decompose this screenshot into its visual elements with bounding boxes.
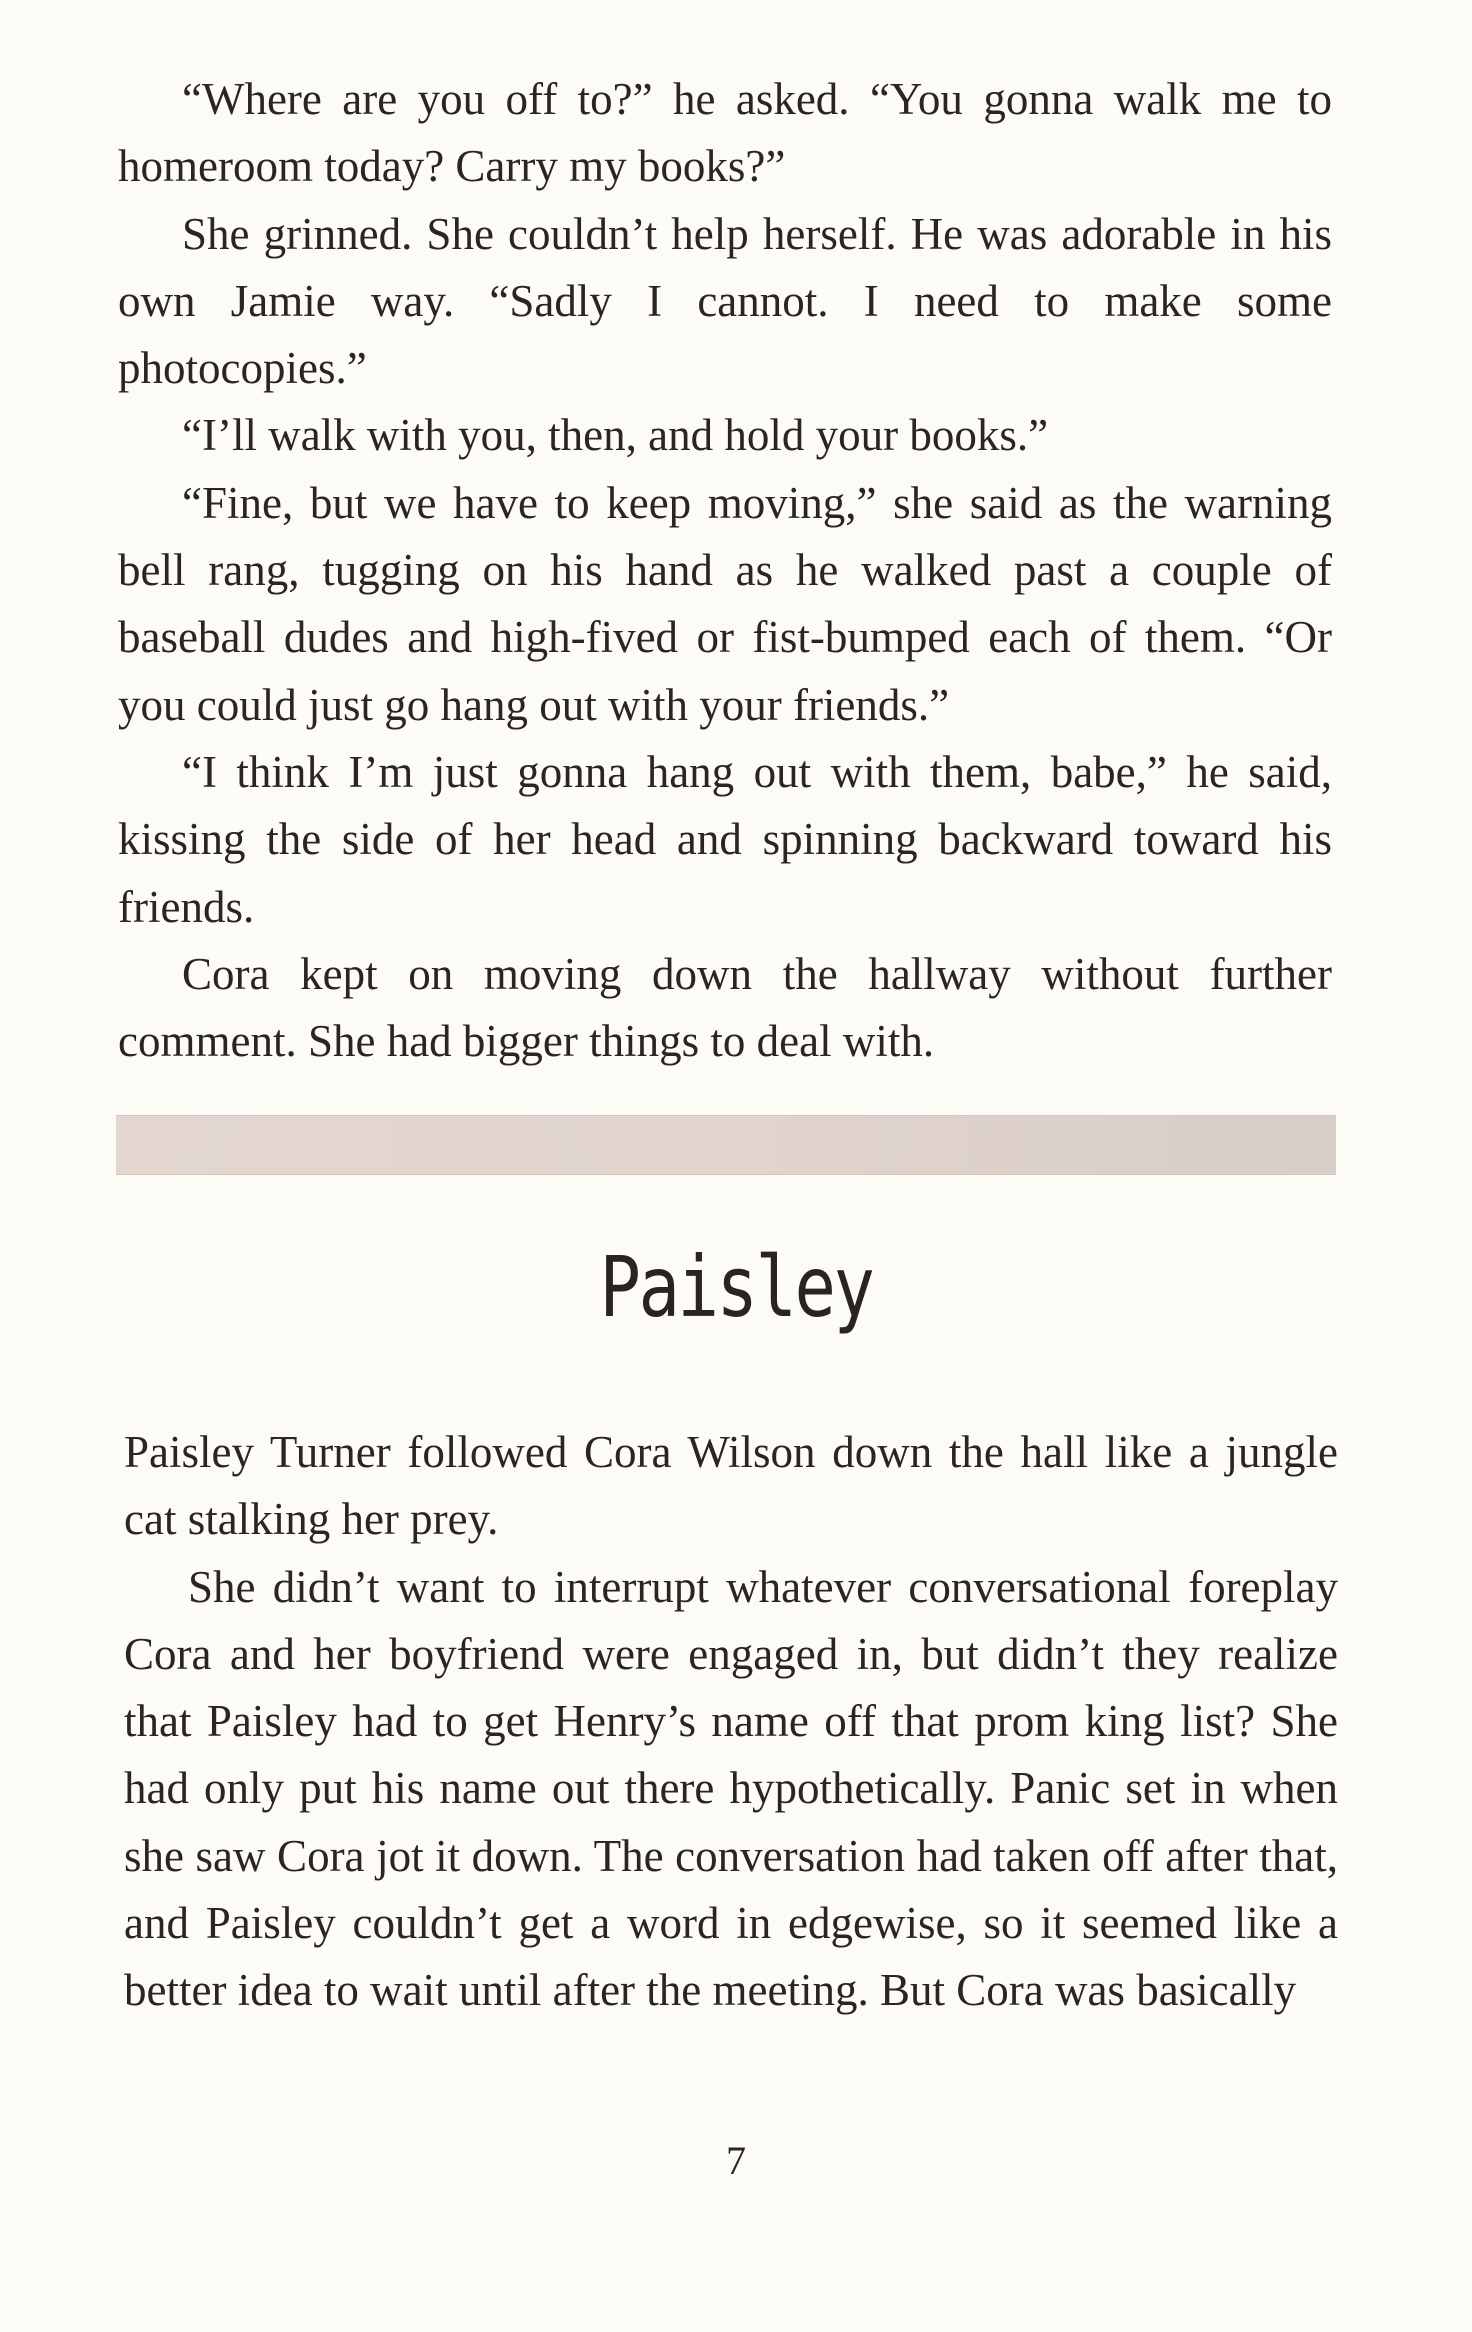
paragraph: “I’ll walk with you, then, and hold your books.” (182, 410, 1049, 461)
section-divider-bar (116, 1115, 1336, 1175)
lower-text-block (124, 1419, 1338, 2025)
paragraph: “I think I’m just gonna hang out with them, babe,” he said, kissing the side of her head and spinning backward toward his friends. (118, 746, 1332, 932)
paragraph: “Fine, but we have to keep moving,” she said as the warning bell rang, tugging on his hand as he walked past a couple of baseball dudes and high-fived or fist-bumped each of them. “Or you could just go hang out with your friends.” (118, 477, 1332, 730)
section-title: Paisley (599, 1238, 873, 1336)
paragraph: “Where are you off to?” he asked. “You gonna walk me to homeroom today? Carry my books?” (118, 74, 1332, 192)
paragraph: Paisley Turner followed Cora Wilson down the hall like a jungle cat stalking her prey. (124, 1427, 1338, 1545)
paragraph: She didn’t want to interrupt whatever conversational foreplay Cora and her boyfriend were engaged in, but didn’t they realize that Paisley had to get Henry’s name off that prom king list? She had only put his name out there hypothetically. Panic set in when she saw Cora jot it down. The conversation had taken off after that, and Paisley couldn’t get a word in edgewise, so it seemed like a better idea to wait until after the meeting. But Cora was basically (124, 1561, 1338, 2016)
upper-text-block (118, 66, 1332, 1075)
paragraph: Cora kept on moving down the hallway without further comment. She had bigger things to deal with. (118, 948, 1332, 1067)
paragraph: She grinned. She couldn’t help herself. He was adorable in his own Jamie way. “Sadly I cannot. I need to make some photocopies.” (118, 208, 1332, 394)
page-number: 7 (726, 2138, 746, 2183)
